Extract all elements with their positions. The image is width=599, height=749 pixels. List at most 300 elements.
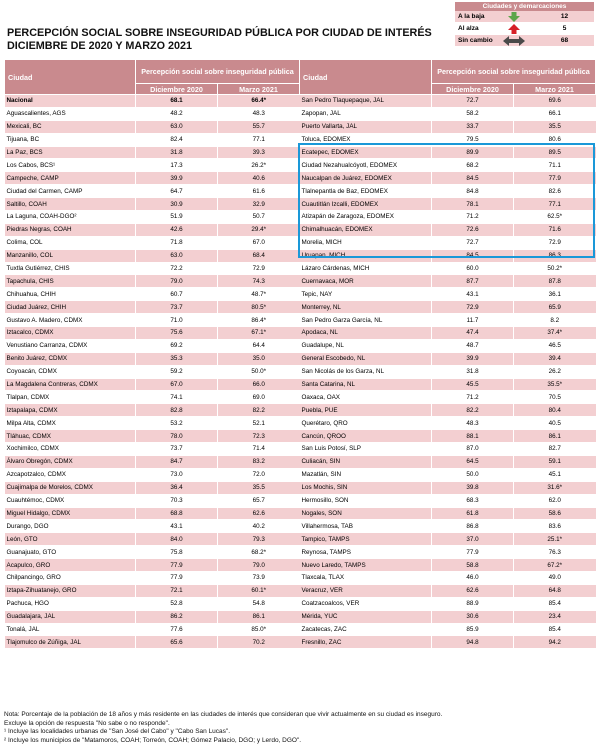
city-cell: Tampico, TAMPS bbox=[300, 533, 432, 546]
dec-2020-cell: 71.0 bbox=[136, 314, 218, 327]
mar-2021-cell: 80.5* bbox=[218, 301, 300, 314]
column-header-group: Percepción social sobre inseguridad pública bbox=[432, 60, 596, 84]
table-row bbox=[5, 610, 300, 623]
city-cell: Iztapa-Zihuatanejo, GRO bbox=[5, 584, 136, 597]
mar-2021-cell: 46.5 bbox=[514, 339, 596, 352]
mar-2021-cell: 68.2* bbox=[218, 546, 300, 559]
mar-2021-cell: 39.4 bbox=[514, 352, 596, 365]
mar-2021-cell: 36.1 bbox=[514, 288, 596, 301]
mar-2021-cell: 69.0 bbox=[218, 391, 300, 404]
city-cell: Hermosillo, SON bbox=[300, 494, 432, 507]
dec-2020-cell: 43.1 bbox=[432, 288, 514, 301]
legend-box bbox=[455, 2, 594, 47]
dec-2020-cell: 37.0 bbox=[432, 533, 514, 546]
mar-2021-cell: 83.2 bbox=[218, 455, 300, 468]
mar-2021-cell: 71.1 bbox=[514, 159, 596, 172]
city-cell: Cuauhtémoc, CDMX bbox=[5, 494, 136, 507]
city-cell: Zapopan, JAL bbox=[300, 107, 432, 120]
dec-2020-cell: 82.2 bbox=[432, 404, 514, 417]
table-row bbox=[300, 262, 596, 275]
dec-2020-cell: 47.4 bbox=[432, 327, 514, 340]
city-cell: Nuevo Laredo, TAMPS bbox=[300, 559, 432, 572]
dec-2020-cell: 42.6 bbox=[136, 223, 218, 236]
table-row bbox=[5, 172, 300, 185]
mar-2021-cell: 82.6 bbox=[514, 185, 596, 198]
mar-2021-cell: 40.6 bbox=[218, 172, 300, 185]
mar-2021-cell: 40.5 bbox=[514, 417, 596, 430]
dec-2020-cell: 72.1 bbox=[136, 584, 218, 597]
table-row bbox=[5, 494, 300, 507]
mar-2021-cell: 71.4 bbox=[218, 443, 300, 456]
dec-2020-cell: 46.0 bbox=[432, 571, 514, 584]
city-cell: Puerto Vallarta, JAL bbox=[300, 120, 432, 133]
legend-row-same bbox=[455, 35, 594, 47]
table-row bbox=[5, 327, 300, 340]
city-cell: La Magdalena Contreras, CDMX bbox=[5, 378, 136, 391]
city-cell: Xochimilco, CDMX bbox=[5, 443, 136, 456]
table-row bbox=[300, 301, 596, 314]
dec-2020-cell: 82.4 bbox=[136, 133, 218, 146]
table-row bbox=[5, 623, 300, 636]
mar-2021-cell: 71.6 bbox=[514, 223, 596, 236]
dec-2020-cell: 73.0 bbox=[136, 468, 218, 481]
table-row bbox=[300, 468, 596, 481]
dec-2020-cell: 88.1 bbox=[432, 430, 514, 443]
dec-2020-cell: 48.2 bbox=[136, 107, 218, 120]
dec-2020-cell: 58.2 bbox=[432, 107, 514, 120]
mar-2021-cell: 35.0 bbox=[218, 352, 300, 365]
mar-2021-cell: 66.1 bbox=[514, 107, 596, 120]
dec-2020-cell: 53.2 bbox=[136, 417, 218, 430]
table-row bbox=[5, 107, 300, 120]
dec-2020-cell: 72.6 bbox=[432, 223, 514, 236]
footnote-line: Excluye la opción de respuesta "No sabe o no responde". bbox=[4, 719, 170, 727]
city-cell: Ecatepec, EDOMEX bbox=[300, 146, 432, 159]
table-row bbox=[300, 571, 596, 584]
table-row bbox=[300, 288, 596, 301]
city-cell: La Laguna, COAH-DGO² bbox=[5, 211, 136, 224]
table-row bbox=[5, 468, 300, 481]
mar-2021-cell: 31.6* bbox=[514, 481, 596, 494]
dec-2020-cell: 84.5 bbox=[432, 249, 514, 262]
city-cell: Fresnillo, ZAC bbox=[300, 636, 432, 649]
table-row bbox=[300, 430, 596, 443]
city-cell: Chimalhuacán, EDOMEX bbox=[300, 223, 432, 236]
table-row bbox=[300, 120, 596, 133]
city-cell: San Pedro Garza García, NL bbox=[300, 314, 432, 327]
table-row bbox=[5, 455, 300, 468]
mar-2021-cell: 72.9 bbox=[514, 236, 596, 249]
city-cell: Piedras Negras, COAH bbox=[5, 223, 136, 236]
mar-2021-cell: 74.3 bbox=[218, 275, 300, 288]
table-row bbox=[300, 314, 596, 327]
table-row bbox=[300, 494, 596, 507]
mar-2021-cell: 67.0 bbox=[218, 236, 300, 249]
city-cell: Los Cabos, BCS¹ bbox=[5, 159, 136, 172]
mar-2021-cell: 73.9 bbox=[218, 571, 300, 584]
city-cell: General Escobedo, NL bbox=[300, 352, 432, 365]
mar-2021-cell: 80.6 bbox=[514, 133, 596, 146]
mar-2021-cell: 39.3 bbox=[218, 146, 300, 159]
dec-2020-cell: 63.0 bbox=[136, 249, 218, 262]
table-row bbox=[5, 584, 300, 597]
table-row bbox=[5, 133, 300, 146]
table-row bbox=[5, 365, 300, 378]
dec-2020-cell: 75.8 bbox=[136, 546, 218, 559]
city-cell: Morelia, MICH bbox=[300, 236, 432, 249]
table-row bbox=[300, 584, 596, 597]
city-cell: Culiacán, SIN bbox=[300, 455, 432, 468]
legend-count: 5 bbox=[562, 25, 567, 32]
city-cell: Iztacalco, CDMX bbox=[5, 327, 136, 340]
city-cell: Chilpancingo, GRO bbox=[5, 571, 136, 584]
city-cell: Veracruz, VER bbox=[300, 584, 432, 597]
city-cell: Apodaca, NL bbox=[300, 327, 432, 340]
mar-2021-cell: 82.2 bbox=[218, 404, 300, 417]
city-cell: La Paz, BCS bbox=[5, 146, 136, 159]
city-cell: Nogales, SON bbox=[300, 507, 432, 520]
city-cell: Miguel Hidalgo, CDMX bbox=[5, 507, 136, 520]
mar-2021-cell: 29.4* bbox=[218, 223, 300, 236]
mar-2021-cell: 72.0 bbox=[218, 468, 300, 481]
mar-2021-cell: 49.0 bbox=[514, 571, 596, 584]
dec-2020-cell: 71.2 bbox=[432, 391, 514, 404]
city-cell: Cancún, QROO bbox=[300, 430, 432, 443]
dec-2020-cell: 62.6 bbox=[432, 584, 514, 597]
dec-2020-cell: 68.8 bbox=[136, 507, 218, 520]
table-row bbox=[300, 327, 596, 340]
city-cell: Manzanillo, COL bbox=[5, 249, 136, 262]
mar-2021-cell: 65.9 bbox=[514, 301, 596, 314]
table-row bbox=[300, 417, 596, 430]
mar-2021-cell: 52.1 bbox=[218, 417, 300, 430]
dec-2020-cell: 77.9 bbox=[432, 546, 514, 559]
city-cell: Ciudad Juárez, CHIH bbox=[5, 301, 136, 314]
dec-2020-cell: 72.7 bbox=[432, 95, 514, 108]
city-cell: Tlalpan, CDMX bbox=[5, 391, 136, 404]
dec-2020-cell: 30.9 bbox=[136, 198, 218, 211]
mar-2021-cell: 62.5* bbox=[514, 211, 596, 224]
city-cell: Aguascalientes, AGS bbox=[5, 107, 136, 120]
table-row bbox=[5, 262, 300, 275]
dec-2020-cell: 48.7 bbox=[432, 339, 514, 352]
dec-2020-cell: 86.8 bbox=[432, 520, 514, 533]
city-cell: Cuajimalpa de Morelos, CDMX bbox=[5, 481, 136, 494]
dec-2020-cell: 79.5 bbox=[432, 133, 514, 146]
mar-2021-cell: 35.5* bbox=[514, 378, 596, 391]
mar-2021-cell: 40.2 bbox=[218, 520, 300, 533]
mar-2021-cell: 50.2* bbox=[514, 262, 596, 275]
mar-2021-cell: 69.6 bbox=[514, 95, 596, 108]
dec-2020-cell: 60.7 bbox=[136, 288, 218, 301]
table-row bbox=[5, 636, 300, 649]
column-header-dec: Diciembre 2020 bbox=[136, 84, 218, 95]
column-header-mar: Marzo 2021 bbox=[514, 84, 596, 95]
dec-2020-cell: 85.9 bbox=[432, 623, 514, 636]
city-cell: Acapulco, GRO bbox=[5, 559, 136, 572]
mar-2021-cell: 67.2* bbox=[514, 559, 596, 572]
dec-2020-cell: 77.6 bbox=[136, 623, 218, 636]
mar-2021-cell: 64.4 bbox=[218, 339, 300, 352]
dec-2020-cell: 30.6 bbox=[432, 610, 514, 623]
mar-2021-cell: 68.4 bbox=[218, 249, 300, 262]
dec-2020-cell: 31.8 bbox=[136, 146, 218, 159]
arrow-up-red-icon bbox=[493, 24, 535, 34]
city-cell: Puebla, PUE bbox=[300, 404, 432, 417]
table-row bbox=[300, 352, 596, 365]
table-row bbox=[5, 533, 300, 546]
table-row bbox=[5, 146, 300, 159]
table-row bbox=[300, 378, 596, 391]
table-row bbox=[5, 314, 300, 327]
table-row bbox=[5, 378, 300, 391]
city-cell: Tláhuac, CDMX bbox=[5, 430, 136, 443]
city-cell: Tlalnepantla de Baz, EDOMEX bbox=[300, 185, 432, 198]
city-cell: Tlajomulco de Zúñiga, JAL bbox=[5, 636, 136, 649]
city-cell: Azcapotzalco, CDMX bbox=[5, 468, 136, 481]
dec-2020-cell: 45.5 bbox=[432, 378, 514, 391]
city-cell: Saltillo, COAH bbox=[5, 198, 136, 211]
city-cell: Álvaro Obregón, CDMX bbox=[5, 455, 136, 468]
dec-2020-cell: 64.5 bbox=[432, 455, 514, 468]
dec-2020-cell: 35.3 bbox=[136, 352, 218, 365]
table-row bbox=[5, 120, 300, 133]
mar-2021-cell: 72.3 bbox=[218, 430, 300, 443]
city-cell: Cuautitlán Izcalli, EDOMEX bbox=[300, 198, 432, 211]
table-row bbox=[5, 275, 300, 288]
mar-2021-cell: 45.1 bbox=[514, 468, 596, 481]
mar-2021-cell: 32.9 bbox=[218, 198, 300, 211]
mar-2021-cell: 94.2 bbox=[514, 636, 596, 649]
city-cell: Colima, COL bbox=[5, 236, 136, 249]
city-cell: Toluca, EDOMEX bbox=[300, 133, 432, 146]
table-row bbox=[300, 365, 596, 378]
mar-2021-cell: 79.0 bbox=[218, 559, 300, 572]
mar-2021-cell: 35.5 bbox=[514, 120, 596, 133]
mar-2021-cell: 37.4* bbox=[514, 327, 596, 340]
table-row bbox=[5, 198, 300, 211]
table-row bbox=[5, 571, 300, 584]
dec-2020-cell: 39.9 bbox=[136, 172, 218, 185]
table-row bbox=[300, 95, 596, 108]
dec-2020-cell: 84.7 bbox=[136, 455, 218, 468]
table-row bbox=[5, 481, 300, 494]
mar-2021-cell: 26.2 bbox=[514, 365, 596, 378]
city-cell: Atizapán de Zaragoza, EDOMEX bbox=[300, 211, 432, 224]
footnote-line: Nota: Porcentaje de la población de 18 años y más residente en las ciudades de interés que consideran que vivir actualmente en su ciudad es inseguro. bbox=[4, 711, 443, 718]
city-cell: San Pedro Tlaquepaque, JAL bbox=[300, 95, 432, 108]
city-cell: Reynosa, TAMPS bbox=[300, 546, 432, 559]
table-left-body bbox=[5, 95, 300, 649]
table-row bbox=[300, 339, 596, 352]
mar-2021-cell: 86.3 bbox=[514, 249, 596, 262]
city-cell: León, GTO bbox=[5, 533, 136, 546]
table-row bbox=[5, 559, 300, 572]
legend-count: 12 bbox=[560, 13, 569, 20]
city-cell: Tepic, NAY bbox=[300, 288, 432, 301]
table-row bbox=[300, 533, 596, 546]
footnote-line: ¹ Incluye las localidades urbanas de "San José del Cabo" y "Cabo San Lucas". bbox=[4, 728, 231, 736]
page-title bbox=[7, 27, 437, 53]
mar-2021-cell: 76.3 bbox=[514, 546, 596, 559]
mar-2021-cell: 85.0* bbox=[218, 623, 300, 636]
dec-2020-cell: 58.8 bbox=[432, 559, 514, 572]
table-row bbox=[5, 95, 300, 108]
city-cell: Ciudad del Carmen, CAMP bbox=[5, 185, 136, 198]
table-row bbox=[300, 597, 596, 610]
city-cell: Chihuahua, CHIH bbox=[5, 288, 136, 301]
mar-2021-cell: 54.8 bbox=[218, 597, 300, 610]
mar-2021-cell: 79.3 bbox=[218, 533, 300, 546]
dec-2020-cell: 87.7 bbox=[432, 275, 514, 288]
dec-2020-cell: 39.8 bbox=[432, 481, 514, 494]
dec-2020-cell: 68.3 bbox=[432, 494, 514, 507]
table-row bbox=[300, 107, 596, 120]
double-arrow-gray-icon bbox=[493, 36, 535, 46]
mar-2021-cell: 70.5 bbox=[514, 391, 596, 404]
dec-2020-cell: 72.7 bbox=[432, 236, 514, 249]
mar-2021-cell: 86.1 bbox=[514, 430, 596, 443]
table-row bbox=[5, 597, 300, 610]
dec-2020-cell: 78.0 bbox=[136, 430, 218, 443]
city-cell: Villahermosa, TAB bbox=[300, 520, 432, 533]
legend-header: Ciudades y demarcaciones bbox=[455, 2, 594, 11]
mar-2021-cell: 89.5 bbox=[514, 146, 596, 159]
mar-2021-cell: 26.2* bbox=[218, 159, 300, 172]
dec-2020-cell: 31.8 bbox=[432, 365, 514, 378]
dec-2020-cell: 71.2 bbox=[432, 211, 514, 224]
legend-count: 68 bbox=[560, 37, 569, 44]
city-cell: Tijuana, BC bbox=[5, 133, 136, 146]
table-row bbox=[5, 404, 300, 417]
dec-2020-cell: 84.0 bbox=[136, 533, 218, 546]
table-row bbox=[300, 481, 596, 494]
mar-2021-cell: 86.4* bbox=[218, 314, 300, 327]
dec-2020-cell: 17.3 bbox=[136, 159, 218, 172]
dec-2020-cell: 73.7 bbox=[136, 443, 218, 456]
mar-2021-cell: 50.7 bbox=[218, 211, 300, 224]
table-row bbox=[5, 288, 300, 301]
table-row bbox=[300, 391, 596, 404]
table-row bbox=[5, 443, 300, 456]
city-cell: Naucalpan de Juárez, EDOMEX bbox=[300, 172, 432, 185]
city-cell: Nacional bbox=[5, 95, 136, 108]
dec-2020-cell: 77.9 bbox=[136, 559, 218, 572]
column-header-group: Percepción social sobre inseguridad pública bbox=[136, 60, 300, 84]
dec-2020-cell: 60.0 bbox=[432, 262, 514, 275]
city-cell: Guanajuato, GTO bbox=[5, 546, 136, 559]
column-header-city: Ciudad bbox=[300, 60, 432, 95]
dec-2020-cell: 72.9 bbox=[432, 301, 514, 314]
dec-2020-cell: 68.2 bbox=[432, 159, 514, 172]
mar-2021-cell: 62.0 bbox=[514, 494, 596, 507]
city-cell: Coatzacoalcos, VER bbox=[300, 597, 432, 610]
table-left bbox=[4, 59, 300, 649]
city-cell: Monterrey, NL bbox=[300, 301, 432, 314]
column-header-dec: Diciembre 2020 bbox=[432, 84, 514, 95]
legend-label: A la baja bbox=[458, 13, 485, 20]
city-cell: Campeche, CAMP bbox=[5, 172, 136, 185]
mar-2021-cell: 70.2 bbox=[218, 636, 300, 649]
dec-2020-cell: 84.5 bbox=[432, 172, 514, 185]
mar-2021-cell: 83.6 bbox=[514, 520, 596, 533]
edomex-highlight-box bbox=[298, 143, 595, 258]
table-row bbox=[5, 159, 300, 172]
mar-2021-cell: 25.1* bbox=[514, 533, 596, 546]
city-cell: Guadalupe, NL bbox=[300, 339, 432, 352]
dec-2020-cell: 86.2 bbox=[136, 610, 218, 623]
table-row bbox=[5, 546, 300, 559]
table-row bbox=[5, 391, 300, 404]
footnotes bbox=[4, 711, 596, 745]
mar-2021-cell: 8.2 bbox=[514, 314, 596, 327]
city-cell: Mazatlán, SIN bbox=[300, 468, 432, 481]
city-cell: Durango, DGO bbox=[5, 520, 136, 533]
dec-2020-cell: 65.6 bbox=[136, 636, 218, 649]
legend-row-down bbox=[455, 11, 594, 23]
city-cell: Pachuca, HGO bbox=[5, 597, 136, 610]
table-row bbox=[300, 610, 596, 623]
mar-2021-cell: 66.4* bbox=[218, 95, 300, 108]
table-row bbox=[300, 636, 596, 649]
city-cell: Lázaro Cárdenas, MICH bbox=[300, 262, 432, 275]
mar-2021-cell: 82.7 bbox=[514, 443, 596, 456]
city-cell: Mérida, YUC bbox=[300, 610, 432, 623]
city-cell: Iztapalapa, CDMX bbox=[5, 404, 136, 417]
city-cell: Tapachula, CHIS bbox=[5, 275, 136, 288]
mar-2021-cell: 64.8 bbox=[514, 584, 596, 597]
mar-2021-cell: 23.4 bbox=[514, 610, 596, 623]
mar-2021-cell: 87.8 bbox=[514, 275, 596, 288]
city-cell: Ciudad Nezahualcóyotl, EDOMEX bbox=[300, 159, 432, 172]
mar-2021-cell: 48.3 bbox=[218, 107, 300, 120]
dec-2020-cell: 36.4 bbox=[136, 481, 218, 494]
city-cell: Tuxtla Gutiérrez, CHIS bbox=[5, 262, 136, 275]
dec-2020-cell: 43.1 bbox=[136, 520, 218, 533]
city-cell: San Nicolás de los Garza, NL bbox=[300, 365, 432, 378]
dec-2020-cell: 64.7 bbox=[136, 185, 218, 198]
dec-2020-cell: 59.2 bbox=[136, 365, 218, 378]
table-row bbox=[5, 520, 300, 533]
table-row bbox=[300, 275, 596, 288]
mar-2021-cell: 35.5 bbox=[218, 481, 300, 494]
mar-2021-cell: 66.0 bbox=[218, 378, 300, 391]
mar-2021-cell: 86.1 bbox=[218, 610, 300, 623]
dec-2020-cell: 51.9 bbox=[136, 211, 218, 224]
dec-2020-cell: 84.8 bbox=[432, 185, 514, 198]
city-cell: Querétaro, QRO bbox=[300, 417, 432, 430]
dec-2020-cell: 78.1 bbox=[432, 198, 514, 211]
title-line-2: DICIEMBRE DE 2020 Y MARZO 2021 bbox=[7, 40, 193, 52]
dec-2020-cell: 50.0 bbox=[432, 468, 514, 481]
table-row bbox=[5, 352, 300, 365]
city-cell: Los Mochis, SIN bbox=[300, 481, 432, 494]
dec-2020-cell: 39.9 bbox=[432, 352, 514, 365]
city-cell: Oaxaca, OAX bbox=[300, 391, 432, 404]
dec-2020-cell: 48.3 bbox=[432, 417, 514, 430]
table-row bbox=[300, 443, 596, 456]
dec-2020-cell: 72.2 bbox=[136, 262, 218, 275]
table-row bbox=[300, 507, 596, 520]
table-row bbox=[300, 546, 596, 559]
mar-2021-cell: 50.0* bbox=[218, 365, 300, 378]
city-cell: Tonalá, JAL bbox=[5, 623, 136, 636]
table-row bbox=[5, 249, 300, 262]
table-row bbox=[300, 559, 596, 572]
mar-2021-cell: 61.6 bbox=[218, 185, 300, 198]
table-row bbox=[5, 417, 300, 430]
legend-label: Sin cambio bbox=[458, 37, 493, 44]
